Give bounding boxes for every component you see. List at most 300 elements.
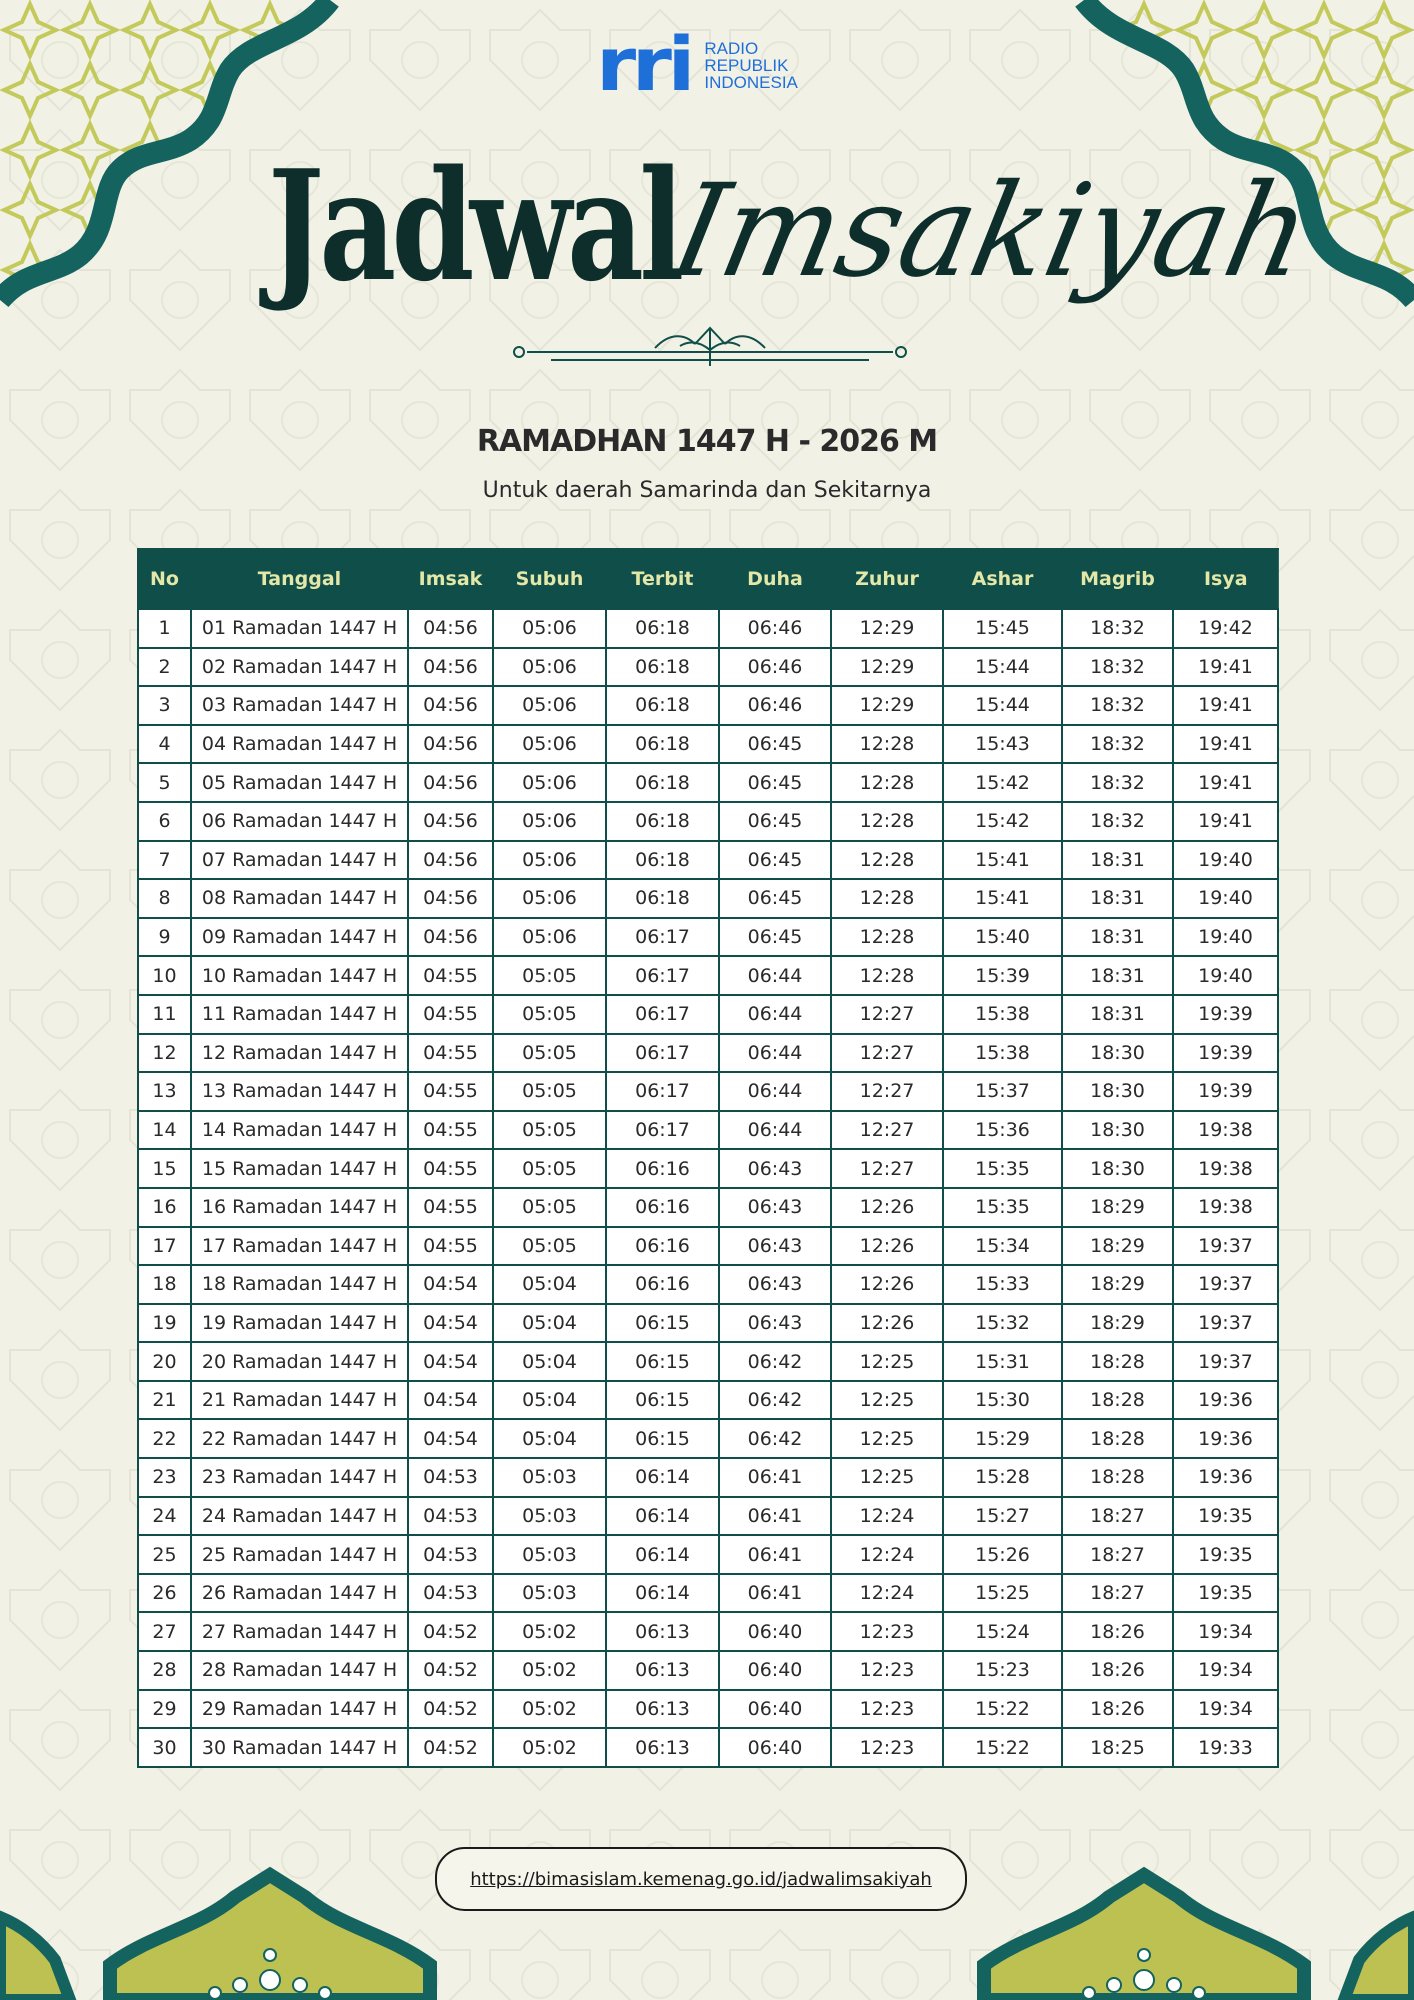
cell-zuhur: 12:28 xyxy=(831,956,943,995)
cell-imsak: 04:55 xyxy=(408,1188,493,1227)
cell-terbit: 06:18 xyxy=(606,763,719,802)
cell-zuhur: 12:28 xyxy=(831,879,943,918)
cell-duha: 06:43 xyxy=(719,1227,831,1266)
cell-tanggal: 20 Ramadan 1447 H xyxy=(191,1342,408,1381)
cell-isya: 19:40 xyxy=(1173,879,1278,918)
cell-terbit: 06:16 xyxy=(606,1265,719,1304)
cell-ashar: 15:22 xyxy=(943,1728,1062,1767)
cell-terbit: 06:17 xyxy=(606,1072,719,1111)
cell-ashar: 15:26 xyxy=(943,1535,1062,1574)
cell-terbit: 06:14 xyxy=(606,1497,719,1536)
cell-imsak: 04:52 xyxy=(408,1651,493,1690)
cell-terbit: 06:17 xyxy=(606,1111,719,1150)
cell-subuh: 05:04 xyxy=(493,1304,606,1343)
cell-tanggal: 18 Ramadan 1447 H xyxy=(191,1265,408,1304)
cell-ashar: 15:38 xyxy=(943,995,1062,1034)
table-row xyxy=(138,763,1278,802)
cell-tanggal: 05 Ramadan 1447 H xyxy=(191,763,408,802)
cell-ashar: 15:35 xyxy=(943,1188,1062,1227)
table-row xyxy=(138,995,1278,1034)
column-header-zuhur: Zuhur xyxy=(831,549,943,609)
cell-magrib: 18:28 xyxy=(1062,1381,1173,1420)
cell-imsak: 04:53 xyxy=(408,1458,493,1497)
cell-ashar: 15:42 xyxy=(943,802,1062,841)
cell-magrib: 18:28 xyxy=(1062,1458,1173,1497)
cell-isya: 19:41 xyxy=(1173,648,1278,687)
bottom-ornament-right xyxy=(954,1855,1414,2000)
cell-subuh: 05:06 xyxy=(493,609,606,648)
cell-subuh: 05:03 xyxy=(493,1458,606,1497)
cell-ashar: 15:25 xyxy=(943,1574,1062,1613)
cell-tanggal: 02 Ramadan 1447 H xyxy=(191,648,408,687)
cell-duha: 06:43 xyxy=(719,1149,831,1188)
cell-zuhur: 12:26 xyxy=(831,1188,943,1227)
cell-isya: 19:42 xyxy=(1173,609,1278,648)
cell-duha: 06:45 xyxy=(719,918,831,957)
cell-terbit: 06:18 xyxy=(606,879,719,918)
cell-zuhur: 12:27 xyxy=(831,1034,943,1073)
cell-ashar: 15:44 xyxy=(943,648,1062,687)
cell-no: 27 xyxy=(138,1612,191,1651)
column-header-isya: Isya xyxy=(1173,549,1278,609)
cell-duha: 06:46 xyxy=(719,686,831,725)
cell-zuhur: 12:28 xyxy=(831,763,943,802)
cell-no: 17 xyxy=(138,1227,191,1266)
cell-imsak: 04:56 xyxy=(408,763,493,802)
cell-isya: 19:41 xyxy=(1173,686,1278,725)
cell-no: 11 xyxy=(138,995,191,1034)
cell-duha: 06:42 xyxy=(719,1342,831,1381)
table-row xyxy=(138,1188,1278,1227)
cell-ashar: 15:27 xyxy=(943,1497,1062,1536)
table-row xyxy=(138,1149,1278,1188)
cell-zuhur: 12:26 xyxy=(831,1265,943,1304)
cell-magrib: 18:31 xyxy=(1062,995,1173,1034)
cell-magrib: 18:32 xyxy=(1062,725,1173,764)
cell-zuhur: 12:25 xyxy=(831,1458,943,1497)
cell-tanggal: 23 Ramadan 1447 H xyxy=(191,1458,408,1497)
cell-magrib: 18:31 xyxy=(1062,841,1173,880)
cell-duha: 06:41 xyxy=(719,1574,831,1613)
cell-imsak: 04:55 xyxy=(408,956,493,995)
cell-subuh: 05:06 xyxy=(493,686,606,725)
cell-tanggal: 19 Ramadan 1447 H xyxy=(191,1304,408,1343)
cell-no: 18 xyxy=(138,1265,191,1304)
cell-magrib: 18:32 xyxy=(1062,686,1173,725)
column-header-subuh: Subuh xyxy=(493,549,606,609)
cell-zuhur: 12:26 xyxy=(831,1227,943,1266)
cell-ashar: 15:38 xyxy=(943,1034,1062,1073)
cell-tanggal: 10 Ramadan 1447 H xyxy=(191,956,408,995)
cell-magrib: 18:26 xyxy=(1062,1690,1173,1729)
cell-imsak: 04:56 xyxy=(408,802,493,841)
cell-terbit: 06:16 xyxy=(606,1149,719,1188)
cell-terbit: 06:15 xyxy=(606,1381,719,1420)
rri-logo xyxy=(596,22,798,108)
cell-magrib: 18:25 xyxy=(1062,1728,1173,1767)
cell-no: 4 xyxy=(138,725,191,764)
cell-no: 19 xyxy=(138,1304,191,1343)
cell-tanggal: 27 Ramadan 1447 H xyxy=(191,1612,408,1651)
column-header-tanggal: Tanggal xyxy=(191,549,408,609)
cell-tanggal: 12 Ramadan 1447 H xyxy=(191,1034,408,1073)
cell-zuhur: 12:23 xyxy=(831,1612,943,1651)
cell-isya: 19:37 xyxy=(1173,1304,1278,1343)
cell-isya: 19:37 xyxy=(1173,1265,1278,1304)
cell-no: 2 xyxy=(138,648,191,687)
cell-terbit: 06:17 xyxy=(606,918,719,957)
bottom-ornament-left xyxy=(0,1855,460,2000)
cell-duha: 06:44 xyxy=(719,1072,831,1111)
cell-imsak: 04:53 xyxy=(408,1574,493,1613)
cell-magrib: 18:29 xyxy=(1062,1304,1173,1343)
cell-duha: 06:43 xyxy=(719,1188,831,1227)
cell-tanggal: 21 Ramadan 1447 H xyxy=(191,1381,408,1420)
table-body xyxy=(138,609,1278,1767)
cell-imsak: 04:56 xyxy=(408,648,493,687)
cell-ashar: 15:34 xyxy=(943,1227,1062,1266)
cell-duha: 06:41 xyxy=(719,1497,831,1536)
table-row xyxy=(138,956,1278,995)
table-row xyxy=(138,1342,1278,1381)
cell-subuh: 05:04 xyxy=(493,1419,606,1458)
table-row xyxy=(138,1304,1278,1343)
cell-zuhur: 12:27 xyxy=(831,1111,943,1150)
cell-zuhur: 12:25 xyxy=(831,1381,943,1420)
table-row xyxy=(138,1458,1278,1497)
cell-no: 14 xyxy=(138,1111,191,1150)
cell-isya: 19:37 xyxy=(1173,1227,1278,1266)
cell-magrib: 18:28 xyxy=(1062,1342,1173,1381)
cell-ashar: 15:43 xyxy=(943,725,1062,764)
cell-no: 3 xyxy=(138,686,191,725)
cell-ashar: 15:22 xyxy=(943,1690,1062,1729)
cell-magrib: 18:30 xyxy=(1062,1111,1173,1150)
cell-isya: 19:34 xyxy=(1173,1690,1278,1729)
cell-no: 21 xyxy=(138,1381,191,1420)
cell-imsak: 04:55 xyxy=(408,995,493,1034)
cell-tanggal: 29 Ramadan 1447 H xyxy=(191,1690,408,1729)
cell-imsak: 04:55 xyxy=(408,1149,493,1188)
cell-ashar: 15:24 xyxy=(943,1612,1062,1651)
cell-isya: 19:35 xyxy=(1173,1497,1278,1536)
cell-isya: 19:37 xyxy=(1173,1342,1278,1381)
cell-duha: 06:44 xyxy=(719,1111,831,1150)
cell-imsak: 04:54 xyxy=(408,1265,493,1304)
cell-tanggal: 25 Ramadan 1447 H xyxy=(191,1535,408,1574)
cell-imsak: 04:52 xyxy=(408,1690,493,1729)
cell-no: 25 xyxy=(138,1535,191,1574)
cell-ashar: 15:32 xyxy=(943,1304,1062,1343)
cell-tanggal: 08 Ramadan 1447 H xyxy=(191,879,408,918)
cell-zuhur: 12:28 xyxy=(831,725,943,764)
table-row xyxy=(138,1690,1278,1729)
logo-mark: rri xyxy=(596,22,691,108)
cell-duha: 06:44 xyxy=(719,995,831,1034)
table-row xyxy=(138,841,1278,880)
cell-isya: 19:36 xyxy=(1173,1458,1278,1497)
cell-terbit: 06:16 xyxy=(606,1188,719,1227)
cell-tanggal: 24 Ramadan 1447 H xyxy=(191,1497,408,1536)
table-row xyxy=(138,1574,1278,1613)
cell-duha: 06:45 xyxy=(719,879,831,918)
cell-terbit: 06:13 xyxy=(606,1612,719,1651)
cell-subuh: 05:06 xyxy=(493,879,606,918)
cell-magrib: 18:30 xyxy=(1062,1072,1173,1111)
cell-subuh: 05:03 xyxy=(493,1535,606,1574)
cell-subuh: 05:05 xyxy=(493,1111,606,1150)
cell-ashar: 15:39 xyxy=(943,956,1062,995)
table-row xyxy=(138,1227,1278,1266)
cell-subuh: 05:06 xyxy=(493,802,606,841)
cell-isya: 19:34 xyxy=(1173,1651,1278,1690)
cell-subuh: 05:04 xyxy=(493,1381,606,1420)
cell-ashar: 15:28 xyxy=(943,1458,1062,1497)
cell-magrib: 18:29 xyxy=(1062,1265,1173,1304)
cell-ashar: 15:45 xyxy=(943,609,1062,648)
cell-ashar: 15:33 xyxy=(943,1265,1062,1304)
cell-tanggal: 15 Ramadan 1447 H xyxy=(191,1149,408,1188)
table-row xyxy=(138,1111,1278,1150)
cell-no: 24 xyxy=(138,1497,191,1536)
cell-subuh: 05:02 xyxy=(493,1690,606,1729)
title-ornament-divider xyxy=(505,322,915,372)
cell-terbit: 06:14 xyxy=(606,1574,719,1613)
cell-tanggal: 17 Ramadan 1447 H xyxy=(191,1227,408,1266)
cell-duha: 06:40 xyxy=(719,1690,831,1729)
cell-zuhur: 12:25 xyxy=(831,1419,943,1458)
cell-imsak: 04:54 xyxy=(408,1381,493,1420)
cell-isya: 19:38 xyxy=(1173,1149,1278,1188)
cell-isya: 19:38 xyxy=(1173,1188,1278,1227)
cell-zuhur: 12:25 xyxy=(831,1342,943,1381)
title-word-jadwal: Jadwal xyxy=(268,136,680,315)
cell-isya: 19:39 xyxy=(1173,1072,1278,1111)
cell-terbit: 06:17 xyxy=(606,956,719,995)
cell-zuhur: 12:27 xyxy=(831,1149,943,1188)
cell-terbit: 06:13 xyxy=(606,1651,719,1690)
cell-no: 26 xyxy=(138,1574,191,1613)
cell-no: 13 xyxy=(138,1072,191,1111)
table-row xyxy=(138,1497,1278,1536)
cell-no: 29 xyxy=(138,1690,191,1729)
cell-ashar: 15:29 xyxy=(943,1419,1062,1458)
cell-imsak: 04:56 xyxy=(408,879,493,918)
cell-subuh: 05:02 xyxy=(493,1612,606,1651)
cell-duha: 06:40 xyxy=(719,1612,831,1651)
logo-text: RADIO REPUBLIK INDONESIA xyxy=(704,38,798,92)
cell-imsak: 04:54 xyxy=(408,1342,493,1381)
cell-tanggal: 30 Ramadan 1447 H xyxy=(191,1728,408,1767)
table-row xyxy=(138,1419,1278,1458)
source-link-box[interactable] xyxy=(435,1847,967,1911)
cell-zuhur: 12:24 xyxy=(831,1535,943,1574)
cell-magrib: 18:32 xyxy=(1062,609,1173,648)
cell-ashar: 15:31 xyxy=(943,1342,1062,1381)
column-header-duha: Duha xyxy=(719,549,831,609)
cell-no: 10 xyxy=(138,956,191,995)
cell-magrib: 18:31 xyxy=(1062,918,1173,957)
cell-subuh: 05:06 xyxy=(493,841,606,880)
cell-magrib: 18:26 xyxy=(1062,1651,1173,1690)
cell-tanggal: 28 Ramadan 1447 H xyxy=(191,1651,408,1690)
cell-isya: 19:41 xyxy=(1173,763,1278,802)
cell-subuh: 05:04 xyxy=(493,1342,606,1381)
cell-subuh: 05:05 xyxy=(493,1149,606,1188)
source-link[interactable]: https://bimasislam.kemenag.go.id/jadwalimsakiyah xyxy=(470,1868,932,1890)
ramadhan-subtitle: RAMADHAN 1447 H - 2026 M xyxy=(476,424,938,459)
cell-imsak: 04:52 xyxy=(408,1612,493,1651)
column-header-ashar: Ashar xyxy=(943,549,1062,609)
cell-terbit: 06:18 xyxy=(606,725,719,764)
cell-subuh: 05:06 xyxy=(493,918,606,957)
cell-duha: 06:44 xyxy=(719,1034,831,1073)
cell-magrib: 18:27 xyxy=(1062,1574,1173,1613)
cell-imsak: 04:53 xyxy=(408,1497,493,1536)
cell-terbit: 06:18 xyxy=(606,802,719,841)
table-row xyxy=(138,1612,1278,1651)
cell-isya: 19:34 xyxy=(1173,1612,1278,1651)
cell-subuh: 05:06 xyxy=(493,763,606,802)
cell-terbit: 06:14 xyxy=(606,1458,719,1497)
cell-no: 6 xyxy=(138,802,191,841)
cell-imsak: 04:55 xyxy=(408,1111,493,1150)
cell-no: 8 xyxy=(138,879,191,918)
cell-ashar: 15:30 xyxy=(943,1381,1062,1420)
imsakiyah-table xyxy=(137,548,1279,1768)
cell-zuhur: 12:28 xyxy=(831,918,943,957)
cell-no: 5 xyxy=(138,763,191,802)
table-row xyxy=(138,686,1278,725)
cell-duha: 06:45 xyxy=(719,841,831,880)
cell-terbit: 06:17 xyxy=(606,995,719,1034)
cell-tanggal: 09 Ramadan 1447 H xyxy=(191,918,408,957)
cell-duha: 06:43 xyxy=(719,1304,831,1343)
cell-magrib: 18:27 xyxy=(1062,1535,1173,1574)
table-row xyxy=(138,1072,1278,1111)
table-row xyxy=(138,1265,1278,1304)
table-row xyxy=(138,1034,1278,1073)
cell-terbit: 06:15 xyxy=(606,1419,719,1458)
cell-no: 7 xyxy=(138,841,191,880)
cell-no: 9 xyxy=(138,918,191,957)
cell-tanggal: 14 Ramadan 1447 H xyxy=(191,1111,408,1150)
column-header-no: No xyxy=(138,549,191,609)
cell-tanggal: 01 Ramadan 1447 H xyxy=(191,609,408,648)
cell-subuh: 05:03 xyxy=(493,1497,606,1536)
cell-tanggal: 07 Ramadan 1447 H xyxy=(191,841,408,880)
table-row xyxy=(138,1535,1278,1574)
cell-subuh: 05:02 xyxy=(493,1651,606,1690)
cell-subuh: 05:04 xyxy=(493,1265,606,1304)
cell-subuh: 05:06 xyxy=(493,725,606,764)
cell-zuhur: 12:29 xyxy=(831,648,943,687)
table-row xyxy=(138,609,1278,648)
cell-no: 23 xyxy=(138,1458,191,1497)
cell-magrib: 18:30 xyxy=(1062,1149,1173,1188)
cell-zuhur: 12:23 xyxy=(831,1651,943,1690)
cell-subuh: 05:05 xyxy=(493,1034,606,1073)
cell-magrib: 18:27 xyxy=(1062,1497,1173,1536)
cell-tanggal: 04 Ramadan 1447 H xyxy=(191,725,408,764)
column-header-magrib: Magrib xyxy=(1062,549,1173,609)
cell-duha: 06:44 xyxy=(719,956,831,995)
cell-duha: 06:46 xyxy=(719,648,831,687)
cell-duha: 06:41 xyxy=(719,1535,831,1574)
table-header-row xyxy=(138,549,1278,609)
cell-ashar: 15:41 xyxy=(943,841,1062,880)
cell-isya: 19:41 xyxy=(1173,802,1278,841)
cell-zuhur: 12:23 xyxy=(831,1690,943,1729)
cell-tanggal: 03 Ramadan 1447 H xyxy=(191,686,408,725)
cell-ashar: 15:44 xyxy=(943,686,1062,725)
cell-tanggal: 22 Ramadan 1447 H xyxy=(191,1419,408,1458)
cell-imsak: 04:55 xyxy=(408,1072,493,1111)
cell-imsak: 04:55 xyxy=(408,1227,493,1266)
table-row xyxy=(138,648,1278,687)
cell-zuhur: 12:29 xyxy=(831,686,943,725)
cell-imsak: 04:54 xyxy=(408,1304,493,1343)
table-row xyxy=(138,879,1278,918)
cell-ashar: 15:40 xyxy=(943,918,1062,957)
cell-magrib: 18:30 xyxy=(1062,1034,1173,1073)
cell-isya: 19:35 xyxy=(1173,1574,1278,1613)
cell-imsak: 04:52 xyxy=(408,1728,493,1767)
cell-duha: 06:43 xyxy=(719,1265,831,1304)
cell-terbit: 06:18 xyxy=(606,841,719,880)
cell-magrib: 18:31 xyxy=(1062,956,1173,995)
cell-isya: 19:36 xyxy=(1173,1381,1278,1420)
cell-zuhur: 12:28 xyxy=(831,802,943,841)
cell-subuh: 05:06 xyxy=(493,648,606,687)
cell-isya: 19:40 xyxy=(1173,841,1278,880)
table-row xyxy=(138,802,1278,841)
cell-magrib: 18:29 xyxy=(1062,1188,1173,1227)
cell-subuh: 05:05 xyxy=(493,1227,606,1266)
cell-ashar: 15:23 xyxy=(943,1651,1062,1690)
cell-subuh: 05:05 xyxy=(493,1072,606,1111)
cell-duha: 06:45 xyxy=(719,725,831,764)
cell-magrib: 18:31 xyxy=(1062,879,1173,918)
cell-magrib: 18:29 xyxy=(1062,1227,1173,1266)
column-header-terbit: Terbit xyxy=(606,549,719,609)
cell-subuh: 05:05 xyxy=(493,995,606,1034)
cell-duha: 06:45 xyxy=(719,802,831,841)
cell-magrib: 18:32 xyxy=(1062,802,1173,841)
cell-no: 30 xyxy=(138,1728,191,1767)
table-row xyxy=(138,725,1278,764)
cell-imsak: 04:56 xyxy=(408,686,493,725)
cell-terbit: 06:15 xyxy=(606,1342,719,1381)
cell-ashar: 15:41 xyxy=(943,879,1062,918)
table-row xyxy=(138,1381,1278,1420)
cell-tanggal: 16 Ramadan 1447 H xyxy=(191,1188,408,1227)
cell-terbit: 06:18 xyxy=(606,609,719,648)
cell-zuhur: 12:29 xyxy=(831,609,943,648)
cell-duha: 06:42 xyxy=(719,1419,831,1458)
cell-subuh: 05:02 xyxy=(493,1728,606,1767)
cell-terbit: 06:14 xyxy=(606,1535,719,1574)
cell-no: 15 xyxy=(138,1149,191,1188)
column-header-imsak: Imsak xyxy=(408,549,493,609)
cell-terbit: 06:13 xyxy=(606,1690,719,1729)
cell-tanggal: 11 Ramadan 1447 H xyxy=(191,995,408,1034)
cell-isya: 19:41 xyxy=(1173,725,1278,764)
cell-no: 12 xyxy=(138,1034,191,1073)
cell-isya: 19:35 xyxy=(1173,1535,1278,1574)
cell-tanggal: 06 Ramadan 1447 H xyxy=(191,802,408,841)
cell-zuhur: 12:27 xyxy=(831,995,943,1034)
